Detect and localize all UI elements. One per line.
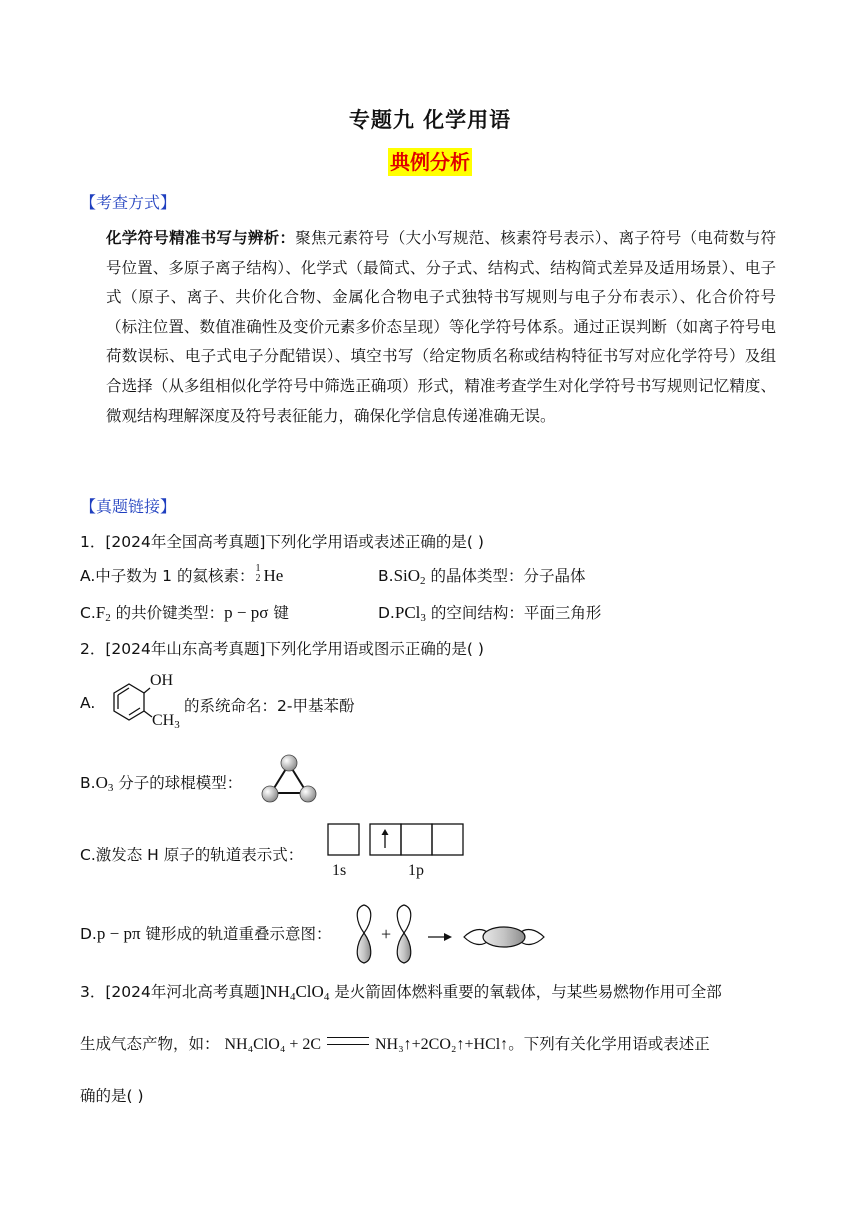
q1-c-subscript: 2 — [105, 612, 111, 624]
q3-formula-clo: ClO — [295, 982, 324, 1001]
q1-option-d — [378, 601, 601, 624]
q1-d-subscript: 3 — [420, 612, 426, 624]
q3-formula-nh-sub: 4 — [289, 991, 296, 1003]
q2-b-text: 分子的球棍模型： — [113, 774, 243, 792]
q2-option-b — [80, 771, 242, 794]
orbital-label-1p: 1p — [408, 862, 424, 879]
q1-a-symbol: He — [263, 566, 284, 585]
q2-stem: 2．[2024年山东高考真题]下列化学用语或图示正确的是( ) — [80, 640, 484, 658]
section-label-exam-mode: 【考查方式】 — [80, 193, 177, 212]
q2-a-prefix: A. — [80, 694, 96, 712]
q3-stem-line3: 确的是( ) — [80, 1087, 144, 1105]
exam-mode-paragraph — [106, 224, 776, 431]
q1-c-suffix: 键 — [268, 604, 289, 622]
q3-line2-suffix: 。下列有关化学用语或表述正 — [508, 1035, 710, 1053]
q1-c-prefix: C. — [80, 604, 96, 622]
q2-a-oh: OH — [150, 672, 174, 689]
q1-c-formula: F — [95, 603, 106, 622]
plus-sign: + — [381, 924, 392, 944]
q2-a-ch: CH — [152, 712, 175, 729]
q2-b-subscript: 3 — [107, 782, 114, 794]
section-label-real-questions: 【真题链接】 — [80, 497, 177, 516]
q2-d-text: 键形成的轨道重叠示意图： — [140, 925, 332, 943]
q2-a-ch-subscript: 3 — [174, 719, 180, 731]
q1-a-mass-number: 1 — [255, 563, 261, 574]
section-banner: 典例分析 — [390, 150, 470, 174]
q3-formula-clo-sub: 4 — [323, 991, 330, 1003]
q1-c-text: 的共价键类型： — [110, 604, 225, 622]
q1-d-text: 的空间结构：平面三角形 — [425, 604, 602, 622]
q1-c-bond: p − pσ — [224, 603, 269, 622]
q3-equation-lhs: NH₄ClO₄ + 2C — [224, 1036, 322, 1053]
q1-option-c — [80, 601, 289, 624]
q1-d-prefix: D. — [378, 604, 395, 622]
exam-mode-lead: 化学符号精准书写与辨析： — [106, 229, 296, 247]
q3-line2-prefix: 生成气态产物，如： — [80, 1035, 220, 1053]
q2-a-text: 的系统命名：2-甲基苯酚 — [184, 697, 355, 715]
subtitle-wrap — [0, 148, 860, 176]
q1-b-prefix: B. — [378, 567, 394, 585]
q2-b-formula: O — [95, 773, 108, 792]
q3-stem-line1 — [80, 980, 722, 1003]
q2-b-prefix: B. — [80, 774, 96, 792]
q1-b-text: 的晶体类型：分子晶体 — [425, 567, 586, 585]
q3-formula-nh: NH — [265, 982, 290, 1001]
q3-stem-text: 是火箭固体燃料重要的氧载体，与某些易燃物作用可全部 — [329, 983, 722, 1001]
orbital-box-diagram — [326, 822, 468, 858]
page-title: 专题九 化学用语 — [348, 108, 512, 132]
ozone-ball-stick-model — [257, 752, 321, 806]
q2-d-prefix: D. — [80, 925, 97, 943]
q1-b-subscript: 2 — [420, 575, 426, 587]
q2-c-text: C.激发态 H 原子的轨道表示式： — [80, 846, 304, 864]
q1-b-formula: SiO — [393, 566, 421, 585]
q1-a-isotope-indices — [254, 565, 263, 583]
q1-stem: 1．[2024年全国高考真题]下列化学用语或表述正确的是( ) — [80, 533, 484, 551]
q1-option-a — [80, 564, 283, 586]
q3-equation-equals — [327, 1037, 369, 1045]
q3-source: 3．[2024年河北高考真题] — [80, 983, 266, 1001]
p-orbital-overlap-diagram — [348, 902, 558, 966]
q3-equation-rhs: NH₃↑+2CO₂↑+HCl↑ — [374, 1036, 509, 1053]
q3-stem-line2 — [80, 1032, 710, 1054]
q1-d-formula: PCl — [394, 603, 421, 622]
orbital-label-1s: 1s — [332, 862, 347, 879]
q2-a-ch3 — [152, 712, 180, 731]
q2-d-bond: p − pπ — [96, 924, 141, 943]
q1-option-b — [378, 564, 585, 587]
exam-mode-body: 聚焦元素符号（大小写规范、核素符号表示）、离子符号（电荷数与符号位置、多原子离子结构）、化学式（最简式、分子式、结构式、结构简式差异及适用场景）、电子式（原子、离子、共价化合物、金属化合物电子式独特书写规则与电子分布表示）、化合价符号（标注位置、数值准确性及变价元素多价态呈现）等化学符号体系。通过正误判断（如离子符号电荷数误标、电子式电子分配错误）、填空书写（给定物质名称或结构特征书写对应化学符号）及组合选择（从多组相似化学符号中筛选正确项）形式，精准考查学生对化学符号书写规则记忆精度、微观结构理解深度及符号表征能力，确保化学信息传递准确无误。 — [106, 229, 776, 425]
q1-a-atomic-number: 2 — [255, 573, 261, 584]
q1-a-text: A.中子数为 1 的氦核素： — [80, 567, 255, 585]
q2-option-d — [80, 922, 331, 944]
